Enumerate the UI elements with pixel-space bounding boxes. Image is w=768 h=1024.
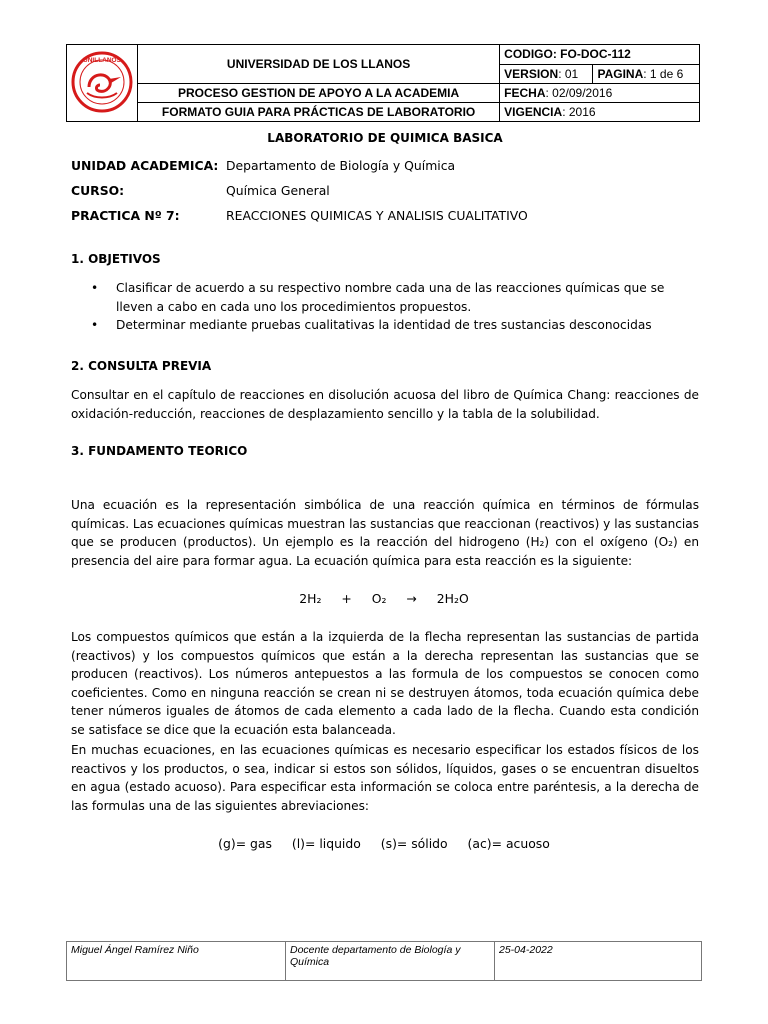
vigencia-cell (500, 103, 700, 122)
objective-text: Determinar mediante pruebas cualitativas la identidad de tres sustancias desconocidas (116, 318, 652, 332)
physical-states-list (0, 836, 768, 851)
consulta-text: Consultar en el capítulo de reacciones en disolución acuosa del libro de Química Chang: reacciones de oxidación-reducción, reacciones de desplazamiento sencillo y la tabla de la solubilidad. (71, 388, 699, 421)
info-key: UNIDAD ACADEMICA: (71, 158, 219, 173)
equation-term: 2H₂O (436, 591, 469, 606)
fundamento-paragraph-2: Los compuestos químicos que están a la izquierda de la flecha representan las sustancias de partida (reactivos) y los compuestos químicos que están a la derecha representan las sustancias que se producen (reactivos). Los números antepuestos a las formula de los compuestos se conocen como coeficientes. Como en ninguna reacción se crean ni se destruyen átomos, toda ecuación química debe tener números iguales de átomos de cada elemento a cada lado de la flecha. Cuando esta condición se satisface se dice que la ecuación esta balanceada. (71, 630, 699, 737)
fecha-label: FECHA (504, 86, 546, 100)
objectives-list (71, 279, 699, 335)
document-footer-table (66, 941, 702, 981)
fecha-value: : 02/09/2016 (545, 86, 613, 100)
state-abbreviation: (l)= liquido (291, 836, 361, 851)
footer-role: Docente departamento de Biología y Química (286, 942, 495, 981)
fundamento-paragraph-1: Una ecuación es la representación simbólica de una reacción química en términos de fórmulas químicas. Las ecuaciones químicas muestran las sustancias que reaccionan (reactivos) y las sustancias que se producen (productos). Un ejemplo es la reacción del hidrogeno (H₂) con el oxígeno (O₂) en presencia del aire para formar agua. La ecuación química para esta reacción es la siguiente: (71, 498, 699, 568)
codigo: CODIGO: FO-DOC-112 (500, 45, 700, 65)
info-value: Departamento de Biología y Química (226, 158, 456, 173)
format-name: FORMATO GUIA PARA PRÁCTICAS DE LABORATORIO (138, 103, 500, 122)
footer-date: 25-04-2022 (495, 942, 702, 981)
version-label: VERSION (504, 66, 559, 81)
version-cell (500, 64, 593, 84)
section-heading-fundamento: 3. FUNDAMENTO TEORICO (71, 444, 248, 458)
vigencia-label: VIGENCIA (504, 105, 563, 119)
section-heading-consulta: 2. CONSULTA PREVIA (71, 359, 212, 373)
university-name: UNIVERSIDAD DE LOS LLANOS (138, 45, 500, 84)
university-logo-cell (67, 45, 138, 122)
bullet-icon: • (91, 318, 99, 332)
document-header-table (66, 44, 700, 122)
info-key: CURSO: (71, 183, 125, 198)
info-key: PRACTICA Nº 7: (71, 208, 180, 223)
version-value: : 01 (558, 66, 579, 81)
info-value: REACCIONES QUIMICAS Y ANALISIS CUALITATIVO (226, 208, 528, 223)
unillanos-logo (69, 49, 135, 115)
list-item (71, 316, 699, 335)
objective-text: Clasificar de acuerdo a su respectivo nombre cada una de las reacciones químicas que se lleven a cabo en cada uno los procedimientos propuestos. (116, 281, 665, 314)
equation-term: O₂ (371, 591, 387, 606)
state-abbreviation: (ac)= acuoso (467, 836, 550, 851)
document-title: LABORATORIO DE QUIMICA BASICA (267, 131, 503, 145)
list-item (71, 279, 699, 316)
equation-term: 2H₂ (299, 591, 322, 606)
bullet-icon: • (91, 281, 99, 295)
equation-operator: + (341, 591, 352, 606)
state-abbreviation: (g)= gas (218, 836, 272, 851)
pagina-cell (593, 64, 700, 84)
chemical-equation (0, 591, 768, 606)
fecha-cell (500, 84, 700, 103)
section-heading-objetivos: 1. OBJETIVOS (71, 252, 161, 266)
info-value: Química General (226, 183, 330, 198)
pagina-value: : 1 de 6 (643, 66, 684, 81)
pagina-label: PAGINA (597, 66, 644, 81)
process-name: PROCESO GESTION DE APOYO A LA ACADEMIA (138, 84, 500, 103)
fundamento-paragraph-3: En muchas ecuaciones, en las ecuaciones químicas es necesario especificar los estados físicos de los reactivos y los productos, o sea, indicar si estos son sólidos, líquidos, gases o se encuentran disueltos en agua (estado acuoso). Para especificar esta información se coloca entre paréntesis, a la derecha de las formulas una de las siguientes abreviaciones: (71, 743, 699, 813)
logo-text: UNILLANOS (83, 56, 121, 64)
state-abbreviation: (s)= sólido (380, 836, 448, 851)
footer-author: Miguel Ángel Ramírez Niño (67, 942, 286, 981)
vigencia-value: : 2016 (562, 105, 596, 119)
arrow-icon: → (406, 591, 417, 606)
